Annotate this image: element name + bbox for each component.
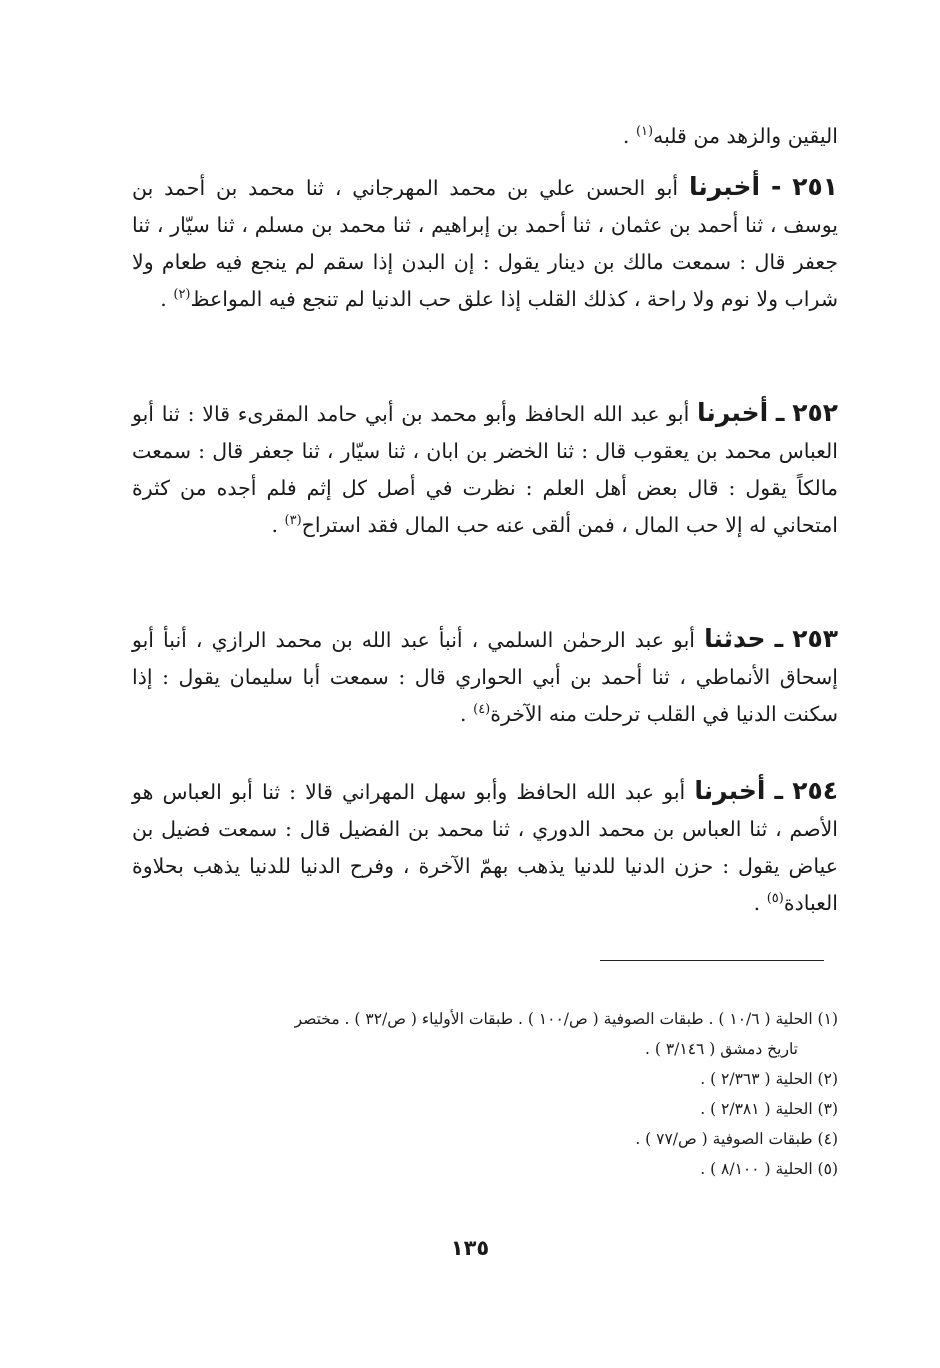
entry-tail: . [460, 702, 467, 726]
footnote: (٤) طبقات الصوفية ( ص/٧٧ ) . [635, 1130, 838, 1148]
entry-dash: - [770, 172, 782, 201]
footnote: (٢) الحلية ( ٢/٣٦٣ ) . [700, 1070, 838, 1088]
entry-keyword: أخبرنا [697, 398, 769, 427]
entry-number: ٢٥١ [792, 172, 838, 201]
footnote: (١) الحلية ( ١٠/٦ ) . طبقات الصوفية ( ص/١٠٠ ) . طبقات الأولياء ( ص/٣٢ ) . مختصر [294, 1010, 838, 1028]
footnote-ref: (١) [635, 124, 654, 140]
entry-body: أبو الحسن علي بن محمد المهرجاني ، ثنا محمد بن أحمد بن يوسف ، ثنا أحمد بن عثمان ، ثنا أحمد بن إبراهيم ، ثنا محمد بن مسلم ، ثنا سيّار ، ثنا جعفر قال : سمعت مالك بن دينار يقول : إن البدن إذا سقم لم ينجع فيه طعام ولا شراب ولا نوم ولا راحة ، كذلك القلب إذا علق حب الدنيا لم تنجع فيه المواعظ [132, 176, 838, 311]
entry-number: ٢٥٣ [792, 624, 838, 653]
intro-paragraph [132, 118, 838, 155]
entry-body: أبو عبد الرحمٰن السلمي ، أنبأ عبد الله بن محمد الرازي ، أنبأ أبو إسحاق الأنماطي ، ثنا أحمد بن أبي الحواري قال : سمعت أبا سليمان يقول : إذا سكنت الدنيا في القلب ترحلت منه الآخرة [132, 628, 838, 726]
footnote: (٥) الحلية ( ٨/١٠٠ ) . [700, 1160, 838, 1178]
footnote-ref: (٢) [173, 287, 191, 303]
intro-text: اليقين والزهد من قلبه [653, 124, 838, 148]
footnote-separator [600, 960, 824, 961]
entry-dash: ـ [774, 624, 784, 653]
footnote-ref: (٣) [284, 513, 302, 529]
footnotes [132, 1004, 838, 1184]
footnote-ref: (٤) [473, 702, 491, 718]
entry-keyword: أخبرنا [688, 172, 761, 201]
hadith-entry [132, 394, 838, 544]
entry-dash: ـ [774, 776, 784, 805]
entry-tail: . [271, 513, 278, 537]
entry-tail: . [160, 287, 167, 311]
entry-body: أبو عبد الله الحافظ وأبو سهل المهراني قالا : ثنا أبو العباس هو الأصم ، ثنا العباس بن محمد الدوري ، ثنا محمد بن الفضيل قال : سمعت فضيل بن عياض يقول : حزن الدنيا للدنيا يذهب بهمّ الآخرة ، وفرح الدنيا للدنيا يذهب بحلاوة العبادة [132, 780, 838, 915]
entry-dash: ـ [775, 398, 785, 427]
entry-keyword: حدثنا [704, 624, 766, 653]
entry-body: أبو عبد الله الحافظ وأبو محمد بن أبي حامد المقرىء قالا : ثنا أبو العباس محمد بن يعقوب قال : ثنا الخضر بن ابان ، ثنا سيّار ، ثنا جعفر قال : سمعت مالكاً يقول : قال بعض أهل العلم : نظرت في أصل كل إثم فلم أجده من كثرة امتحاني له إلا حب المال ، فمن ألقى عنه حب المال فقد استراح [132, 402, 838, 537]
hadith-entry [132, 772, 838, 922]
footnote-continuation: تاريخ دمشق ( ٣/١٤٦ ) . [645, 1040, 798, 1058]
entry-number: ٢٥٤ [792, 776, 838, 805]
hadith-entry [132, 620, 838, 733]
footnote-ref: (٥) [766, 891, 784, 907]
hadith-entry [132, 168, 838, 318]
footnote: (٣) الحلية ( ٢/٣٨١ ) . [700, 1100, 838, 1118]
intro-tail: . [622, 124, 630, 148]
entry-number: ٢٥٢ [792, 398, 838, 427]
page-number: ١٣٥ [450, 1236, 490, 1260]
entry-tail: . [753, 891, 761, 915]
entry-keyword: أخبرنا [694, 776, 766, 805]
